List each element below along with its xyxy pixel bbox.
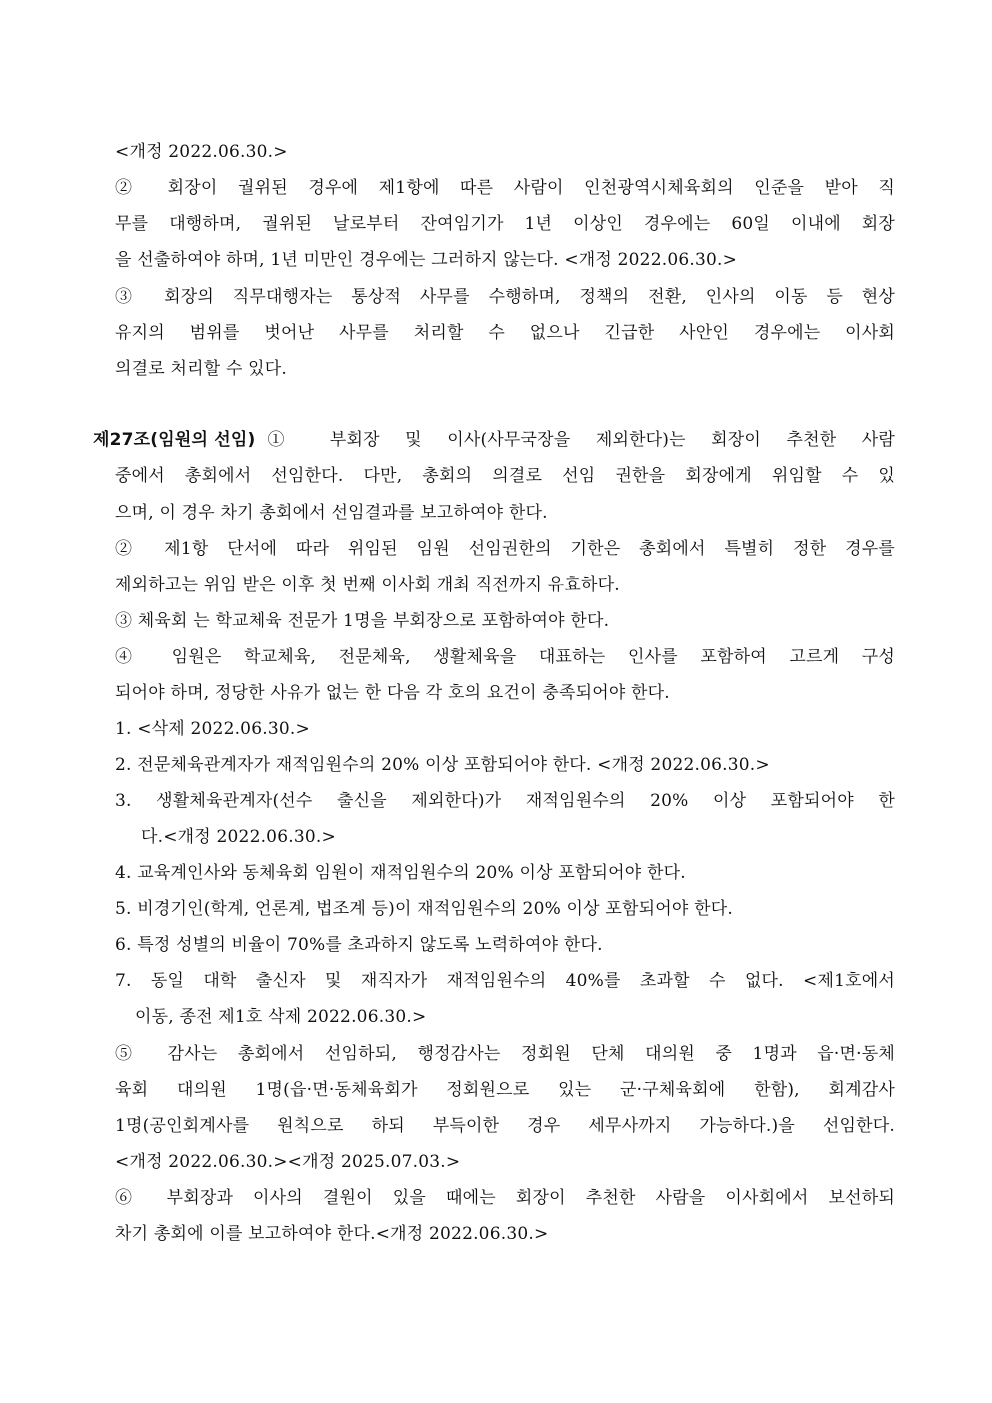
list-item-continuation: 다.<개정 2022.06.30.> — [141, 827, 336, 847]
paragraph-line: ③ 체육회 는 학교체육 전문가 1명을 부회장으로 포함하여야 한다. — [115, 611, 610, 631]
paragraph-line: ⑤ 감사는 총회에서 선임하되, 행정감사는 정회원 단체 대의원 중 1명과 읍·면·동체 — [115, 1044, 895, 1064]
list-item: 4. 교육계인사와 동체육회 임원이 재적임원수의 20% 이상 포함되어야 한다. — [115, 863, 686, 883]
paragraph-line: 으며, 이 경우 차기 총회에서 선임결과를 보고하여야 한다. — [115, 503, 548, 523]
paragraph-line: 을 선출하여야 하며, 1년 미만인 경우에는 그러하지 않는다. <개정 2022.06.30.> — [115, 250, 738, 270]
list-item: 6. 특정 성별의 비율이 70%를 초과하지 않도록 노력하여야 한다. — [115, 935, 603, 955]
paragraph-line: 유지의 범위를 벗어난 사무를 처리할 수 없으나 긴급한 사안인 경우에는 이사회 — [115, 323, 895, 343]
paragraph-line: 의결로 처리할 수 있다. — [115, 359, 288, 379]
list-item: 2. 전문체육관계자가 재적임원수의 20% 이상 포함되어야 한다. <개정 2022.06.30.> — [115, 755, 770, 775]
list-item: 1. <삭제 2022.06.30.> — [115, 719, 310, 739]
article-27-first-line — [93, 428, 895, 452]
paragraph-line: ④ 임원은 학교체육, 전문체육, 생활체육을 대표하는 인사를 포함하여 고르게 구성 — [115, 647, 895, 667]
paragraph-line: ② 제1항 단서에 따라 위임된 임원 선임권한의 기한은 총회에서 특별히 정한 경우를 — [115, 539, 895, 559]
paragraph-line: 1명(공인회계사를 원칙으로 하되 부득이한 경우 세무사까지 가능하다.)을 선임한다. — [115, 1116, 895, 1136]
paragraph-line: 차기 총회에 이를 보고하여야 한다.<개정 2022.06.30.> — [115, 1224, 549, 1244]
paragraph-line: ① 부회장 및 이사(사무국장을 제외한다)는 회장이 추천한 사람 — [267, 430, 895, 450]
amendment-note: <개정 2022.06.30.><개정 2025.07.03.> — [115, 1152, 461, 1172]
article-heading: 제27조(임원의 선임) — [93, 430, 256, 450]
list-item: 3. 생활체육관계자(선수 출신을 제외한다)가 재적임원수의 20% 이상 포함되어야 한 — [115, 791, 895, 811]
paragraph-line: ⑥ 부회장과 이사의 결원이 있을 때에는 회장이 추천한 사람을 이사회에서 보선하되 — [115, 1188, 895, 1208]
paragraph-line: 제외하고는 위임 받은 이후 첫 번째 이사회 개최 직전까지 유효하다. — [115, 575, 620, 595]
amendment-note: <개정 2022.06.30.> — [115, 142, 288, 162]
paragraph-line: 무를 대행하며, 궐위된 날로부터 잔여임기가 1년 이상인 경우에는 60일 이내에 회장 — [115, 214, 895, 234]
paragraph-line: ② 회장이 궐위된 경우에 제1항에 따른 사람이 인천광역시체육회의 인준을 받아 직 — [115, 178, 895, 198]
list-item-continuation: 이동, 종전 제1호 삭제 2022.06.30.> — [135, 1007, 427, 1027]
list-item: 7. 동일 대학 출신자 및 재직자가 재적임원수의 40%를 초과할 수 없다. <제1호에서 — [115, 971, 895, 991]
paragraph-line: 되어야 하며, 정당한 사유가 없는 한 다음 각 호의 요건이 충족되어야 한다. — [115, 683, 670, 703]
paragraph-line: ③ 회장의 직무대행자는 통상적 사무를 수행하며, 정책의 전환, 인사의 이동 등 현상 — [115, 287, 895, 307]
paragraph-line: 중에서 총회에서 선임한다. 다만, 총회의 의결로 선임 권한을 회장에게 위임할 수 있 — [115, 466, 895, 486]
list-item: 5. 비경기인(학계, 언론계, 법조계 등)이 재적임원수의 20% 이상 포함되어야 한다. — [115, 899, 733, 919]
paragraph-line: 육회 대의원 1명(읍·면·동체육회가 정회원으로 있는 군·구체육회에 한함), 회계감사 — [115, 1080, 895, 1100]
